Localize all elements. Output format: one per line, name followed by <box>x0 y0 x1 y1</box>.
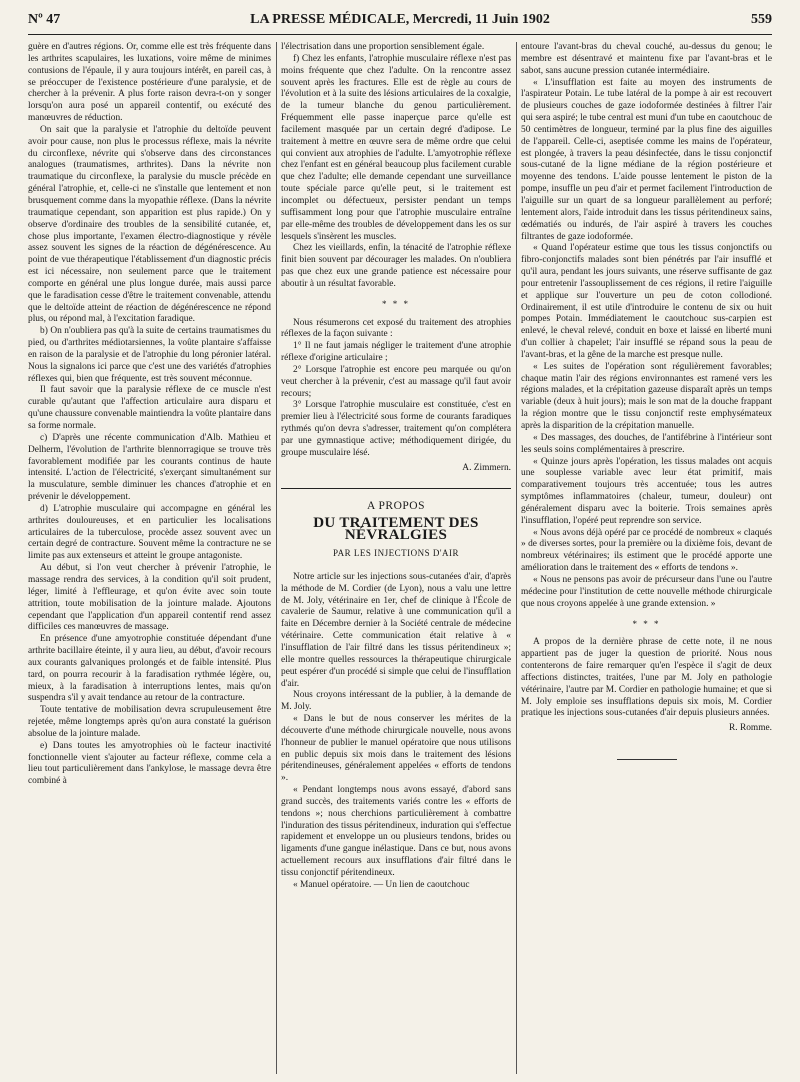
editorial-note: A propos de la dernière phrase de cette note, il ne nous appartient pas de juger la question de priorité. Nous nous contenterons de faire remarquer qu'en l'espèce il s'agit de deux affections distinctes, traitées, l'une par M. Joly en pathologie vétérinaire, l'autre par M. Cordier en pathologie humaine; et que si M. Joly emploie ses insufflations depuis six mois, M. Cordier pratique les injections sous-cutanées d'air depuis plusieurs années. <box>521 637 772 719</box>
header-rule <box>28 34 772 35</box>
paragraph: Chez les vieillards, enfin, la ténacité de l'atrophie réflexe finit bien souvent par décourager les malades. On n'oubliera pas que chez eux une grande patience est nécessaire pour aboutir à un résultat favorable. <box>281 243 511 289</box>
paragraph: « Quinze jours après l'opération, les tissus malades ont acquis une souplesse variable avec leur état primitif, mais comparativement toujours très accentuée; tous les autres symptômes inflammatoires (chaleur, tumeur, douleur) ont généralement disparu avec la boiterie. Trois semaines après l'insufflation, l'opéré peut reprendre son service. <box>521 456 772 526</box>
paragraph: f) Chez les enfants, l'atrophie musculaire réflexe n'est pas moins fréquente que chez l'adulte. On la rencontre assez souvent après les fractures. Elle est de règle au cours de l'évolution et à la suite des lésions articulaires de la coxalgie, de la tumeur blanche du genou particulièrement. Fréquemment elle passe inaperçue parce qu'elle est facilement masquée par un certain degré d'adipose. Le traitement à mettre en œuvre sera de même ordre que celui qui convient aux atrophies de l'adulte. L'amyotrophie réflexe chez l'enfant est en général beaucoup plus facilement curable que chez l'adulte; elle demande cependant une surveillance toute spéciale parce qu'elle peut, si le traitement est incomplet ou défectueux, persister pendant un temps suffisamment long pour que l'atrophie musculaire entraîne par elle-même des troubles de développement dans les os sur lesquels s'insèrent les muscles. <box>281 53 511 242</box>
paragraph: « Manuel opératoire. — Un lien de caoutchouc <box>293 879 470 890</box>
article-body <box>281 572 511 892</box>
paragraph: « Quand l'opérateur estime que tous les tissus conjonctifs ou fibro-conjonctifs malades sont bien pénétrés par l'air insufflé et qu'il aura, pendant les jours suivants, une réserve suffisante de gaz pour entretenir l'assouplissement de ces régions, il retire l'aiguille et applique sur l'ouverture un peu de coton collodioné. Ordinairement, il est utile d'introduire le contenu de six ou huit pompes Potain. Immédiatement le caoutchouc sus-carpien est enlevé, le cheval relevé, conduit en boxe et laissé en liberté muni d'un collier à chapelet; l'air insufflé se répand sous la peau de l'avant-bras, et la gêne de la marche est presque nulle. <box>521 243 772 360</box>
paragraph: « Dans le but de nous conserver les mérites de la découverte d'une méthode chirurgicale nouvelle, nous avons l'honneur de publier le manuel opératoire que nous utilisons en public depuis six mois dans le traitement des lésions péritendineuses, généralement appelées « efforts de tendons ». <box>281 714 511 784</box>
paragraph: « Pendant longtemps nous avons essayé, d'abord sans grand succès, des traitements variés contre les « efforts de tendons »; nous cherchions particulièrement à combattre l'induration des tissus péritendineux, induration qui s'effectue rapidement et enveloppe un ou plusieurs tendons, brides ou ligaments d'une gangue inélastique. Dans ce but, nous avons actuellement recours aux insufflations d'air filtré dans le tissu conjonctif péritendineux. <box>281 785 511 878</box>
column-divider-1 <box>276 42 277 1074</box>
zimmern-article-end <box>281 42 511 291</box>
paragraph: c) D'après une récente communication d'Alb. Mathieu et Delherm, l'évolution de l'arthrite blennorragique se trouve très favorablement modifiée par les courants continus de haute intensité. L'action de l'électricité, s'exerçant simultanément sur la musculature, semble diminuer les chances d'atrophie et en prévenir le développement. <box>28 432 271 503</box>
paragraph: entoure l'avant-bras du cheval couché, au-dessus du genou; le membre est désentravé et maintenu fixe par l'avant-bras et le sabot, sans aucune pression cutanée intermédiaire. <box>521 42 772 76</box>
section-stars: * * * <box>382 298 410 309</box>
paragraph: l'électrisation dans une proportion sensiblement égale. <box>281 42 485 52</box>
editor-signature: R. Romme. <box>729 723 772 734</box>
paragraph: « L'insufflation est faite au moyen des instruments de l'aspirateur Potain. Le tube latéral de la pompe à air est recouvert de plusieurs couches de gaze iodoformée destinées à filtrer l'air qui sera aspiré; le tube central est muni d'un tube en caoutchouc de 50 centimètres de longueur, terminé par la plus fine des aiguilles de l'appareil. Celle-ci, aseptisée comme les mains de l'opérateur, est plongée, à travers la peau désinfectée, dans le tissu conjonctif sous-cutané de la ligne médiane de la région postérieure et moyenne des tendons. L'aide pousse lentement le piston de la pompe, insuffle un peu d'air et permet facilement l'introduction de l'aiguille sur un quart de sa longueur parallèlement au perforé; lentement alors, l'aide introduit dans les tissus péritendineux sains, œdématiés ou indurés, de l'air aspiré à travers les couches filtrantes de gaze iodoformée. <box>521 77 772 242</box>
author-signature: A. Zimmern. <box>462 462 511 473</box>
paragraph: Il faut savoir que la paralysie réflexe de ce muscle n'est curable qu'autant que l'affection articulaire aura disparu et qu'une chaussure convenable maintiendra la voûte plantaire dans sa forme normale. <box>28 385 271 431</box>
paragraph: e) Dans toutes les amyotrophies où le facteur inactivité fonctionnelle vient s'ajouter au facteur réflexe, comme cela a lieu tout particulièrement dans l'ankylose, le massage devra être combiné à <box>28 740 271 787</box>
page-header <box>28 12 772 32</box>
article-title: DU TRAITEMENT DES NÉVRALGIES <box>313 515 479 544</box>
masthead-title: LA PRESSE MÉDICALE, Mercredi, 11 Juin 1902 <box>250 12 550 27</box>
article-separator-rule <box>281 488 511 489</box>
treatment-summary <box>281 318 511 460</box>
column-1 <box>28 42 271 1074</box>
paragraph: d) L'atrophie musculaire qui accompagne en général les arthrites douloureuses, et en particulier les localisations articulaires de la tuberculose, procède assez souvent avec un certain degré de contracture. Souvent même la contracture ne se limite pas aux extenseurs et atteint le groupe antagoniste. <box>28 503 271 562</box>
paragraph: « Nous ne pensons pas avoir de précurseur dans l'une ou l'autre médecine pour l'institution de cette nouvelle méthode chirurgicale que nous croyons appelée à une grande extension. » <box>521 574 772 609</box>
paragraph: guère en d'autres régions. Or, comme elle est très fréquente dans les arthrites scapulaires, les luxations, voire même de minimes contusions de l'épaule, il y aura toujours intérêt, en pareil cas, à se préoccuper de l'existence postérieure d'une paralysie, et de chercher à la prévenir. A plus forte raison devra-t-on y songer lorsqu'on aura posé un appareil contentif, ou exécuté des manœuvres de réduction. <box>28 42 271 124</box>
end-rule <box>617 759 677 760</box>
paragraph: 3° Lorsque l'atrophie musculaire est constituée, c'est en premier lieu à l'électricité sous forme de courants faradiques rythmés qu'on devra s'adresser, traitement qu'on complétera par une gymnastique active; méthodiquement dirigée, du groupe musculaire lésé. <box>281 400 511 458</box>
paragraph: Notre article sur les injections sous-cutanées d'air, d'après la méthode de M. Cordier (de Lyon), nous a valu une lettre de M. Joly, vétérinaire en 1er, chef de clinique à l'École de cavalerie de Saumur, relative à une communication qu'il a faite en Décembre dernier à la Société centrale de médecine vétérinaire. Cette communication était relative à « l'insufflation de l'air filtré dans les tissus péritendineux »; elle montre quelles ressources la thérapeutique chirurgicale peut espérer d'un procédé si simple que celui de l'insufflation d'air. <box>281 571 511 689</box>
paragraph: b) On n'oubliera pas qu'à la suite de certains traumatismes du pied, ou d'arthrites médiotarsiennes, la voûte plantaire s'affaisse en raison de la paralysie et de l'atrophie du long péronier latéral. Nous la signalons ici parce que c'est une des variétés d'atrophies réflexes qui, bien que fréquente, est très souvent méconnue. <box>28 326 271 384</box>
paragraph: Nous croyons intéressant de la publier, à la demande de M. Joly. <box>281 690 511 713</box>
paragraph: 2° Lorsque l'atrophie est encore peu marquée ou qu'on veut chercher à la prévenir, c'est au massage qu'il faut avoir recours; <box>281 364 511 399</box>
paragraph: « Nous avons déjà opéré par ce procédé de nombreux « claqués » de diverses sortes, pour la première ou la dixième fois, devant de nombreux vétérinaires; ils estiment que le procédé apporte une amélioration dans le traitement des « efforts de tendons ». <box>521 527 772 574</box>
paragraph: On sait que la paralysie et l'atrophie du deltoïde peuvent avoir pour cause, non plus le processus réflexe, mais la névrite du circonflexe, névrite qui s'observe dans des circonstances analogues (traumatismes, arthrites). Dans la névrite non traumatique du circonflexe, la paralysie du muscle précède en général l'atrophie, et, celle-ci ne s'installe que lentement et non brusquement comme dans la myopathie réflexe. (Dans la névrite traumatique cependant, son apparition est plus rapide.) On y observe d'ordinaire des troubles de la sensibilité cutanée, et, chose plus importante, l'examen électro-diagnostique y révèle assez souvent les signes de la réaction de dégénérescence. Au point de vue thérapeutique l'établissement d'un diagnostic précis est ici nécessaire, non seulement parce que le traitement comporte en général une plus longue durée, mais aussi parce que le faradisation cesse d'être le traitement convenable, attendu que le deltoïde atteint de réaction de dégénérescence ne répond plus, ou répond mal, à l'excitation faradique. <box>28 124 271 325</box>
paragraph: 1° Il ne faut jamais négliger le traitement d'une atrophie réflexe d'origine articulaire ; <box>281 341 511 364</box>
article-kicker: A PROPOS <box>366 499 425 512</box>
column-3 <box>521 42 772 1074</box>
paragraph: Nous résumerons cet exposé du traitement des atrophies réflexes de la façon suivante : <box>281 317 511 340</box>
issue-number: Nº 47 <box>28 12 61 27</box>
article-subtitle: PAR LES INJECTIONS D'AIR <box>332 548 460 559</box>
column-2 <box>281 42 511 1074</box>
column-divider-2 <box>516 42 517 1074</box>
paragraph: Toute tentative de mobilisation devra scrupuleusement être rejetée, même longtemps après qu'on aura constaté la guérison absolue de la jointure malade. <box>28 705 271 739</box>
page-number: 559 <box>751 12 772 27</box>
paragraph: Au début, si l'on veut chercher à prévenir l'atrophie, le massage rendra des services, à la condition qu'il soit prudent, léger, limité à l'effleurage, et qu'on évite avec soin toute attrition, toute mobilisation de la jointure malade. Ajoutons cependant que l'application d'un appareil contentif rend assez difficiles ces manœuvres de massage. <box>28 563 271 633</box>
section-stars-2: * * * <box>632 618 661 629</box>
article-body-continued <box>521 42 772 611</box>
paragraph: En présence d'une amyotrophie constituée dépendant d'une arthrite bacillaire éteinte, il y aura lieu, au début, d'avoir recours aux courants galvaniques prolongés et de faible intensité. Plus tard, on pourra recourir à la faradisation rythmée légère, ou, mieux, à la faradisation à interruptions lentes, mais qu'on suspendra s'il y avait tendance au retour de la contracture. <box>28 634 271 704</box>
paragraph: « Des massages, des douches, de l'antifébrine à l'intérieur sont les seuls soins complémentaires à prescrire. <box>521 432 772 455</box>
paragraph: « Les suites de l'opération sont régulièrement favorables; chaque matin l'air des régions environnantes est ramené vers les régions malades, et la crépitation gazeuse disparaît après un temps variable (deux à huit jours); mais le son mat de la douche frappant la région montre que le tissu conjonctif reste emphysémateux après la disparition de la crépitation manuelle. <box>521 361 772 431</box>
